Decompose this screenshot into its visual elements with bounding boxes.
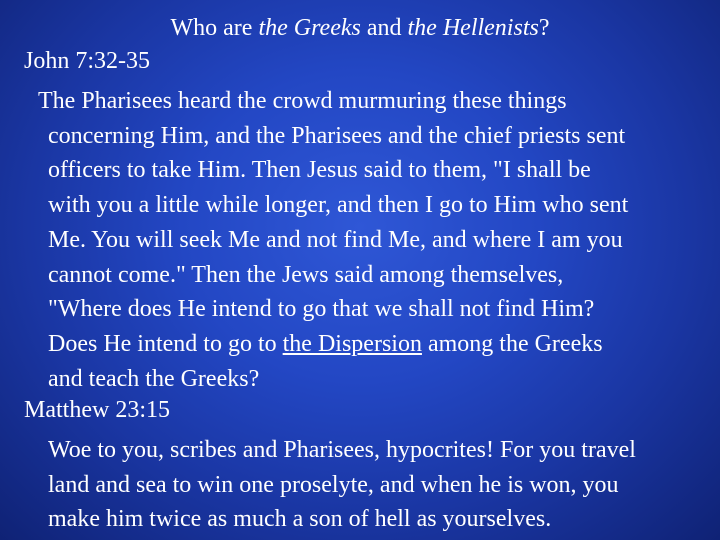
john-line-8-start: Does He intend to go to	[48, 330, 283, 357]
matthew-line-2: land and sea to win one proselyte, and when he is won, you	[48, 471, 619, 498]
john-line-5: Me. You will seek Me and not find Me, and where I am you	[48, 226, 623, 253]
title-text-who-are: Who are	[170, 15, 259, 41]
john-line-7: "Where does He intend to go that we shall not find Him?	[48, 296, 595, 323]
john-reference: John 7:32-35	[24, 48, 150, 74]
john-line-9: and teach the Greeks?	[48, 365, 260, 392]
title-question-mark: ?	[538, 15, 550, 41]
matthew-line-3: make him twice as much a son of hell as yourselves.	[48, 506, 552, 533]
john-line-1: The Pharisees heard the crowd murmuring these things	[38, 88, 567, 114]
title-text-the-hellenists: the Hellenists	[407, 15, 539, 41]
slide-title	[0, 14, 720, 42]
title-text-the-greeks: the Greeks	[258, 15, 361, 41]
john-line-8	[32, 327, 712, 362]
john-line-4: with you a little while longer, and then I go to Him who sent	[48, 192, 629, 219]
john-passage	[32, 84, 712, 396]
john-line-8-end: among the Greeks	[421, 330, 603, 357]
john-line-3: officers to take Him. Then Jesus said to them, "I shall be	[48, 157, 591, 184]
matthew-passage	[48, 433, 720, 537]
matthew-reference: Matthew 23:15	[24, 397, 170, 423]
dispersion-link[interactable]: the Dispersion	[282, 330, 422, 357]
title-text-and: and	[360, 15, 408, 41]
john-line-2: concerning Him, and the Pharisees and the chief priests sent	[48, 122, 626, 149]
john-line-6: cannot come." Then the Jews said among themselves,	[48, 261, 564, 288]
matthew-line-1: Woe to you, scribes and Pharisees, hypocrites! For you travel	[48, 437, 636, 463]
